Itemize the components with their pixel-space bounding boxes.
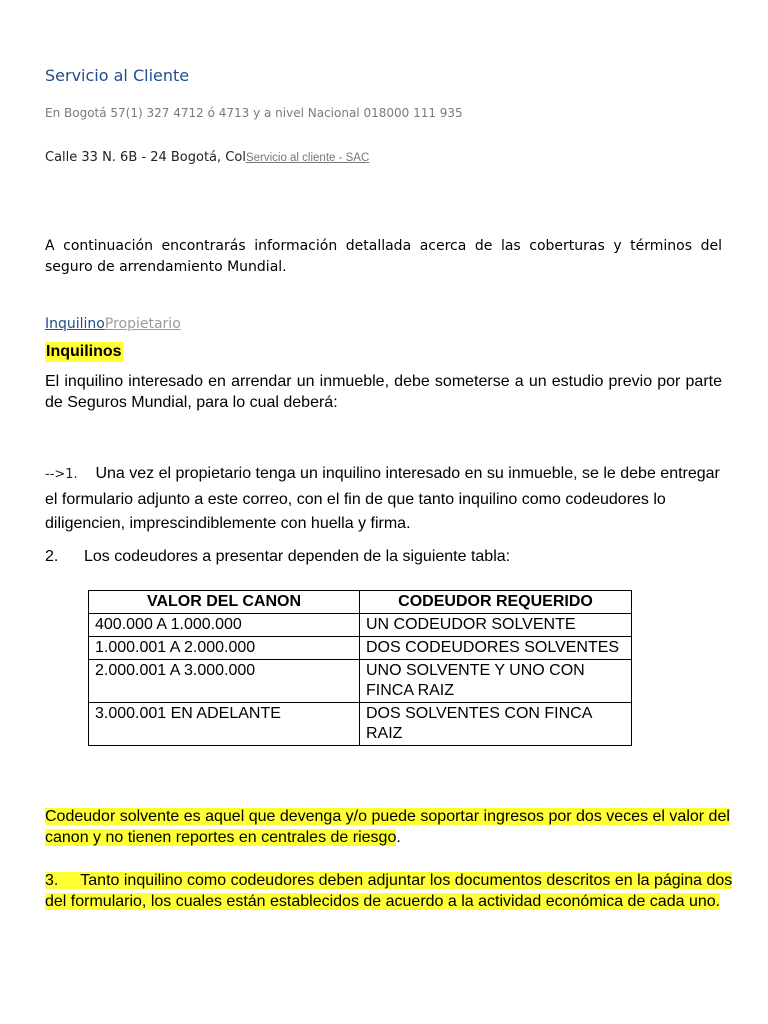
table-header-cell: VALOR DEL CANON <box>89 591 360 614</box>
solvente-note-suffix: . <box>396 829 401 846</box>
step-1-prefix: -->1. <box>45 467 78 482</box>
intro-paragraph: A continuación encontrarás información detallada acerca de las coberturas y términos del seguro de arrendamiento Mundial. <box>45 238 722 275</box>
table-cell: 1.000.001 A 2.000.000 <box>89 637 360 660</box>
table-cell: 2.000.001 A 3.000.000 <box>89 660 360 703</box>
step-3-text: Tanto inquilino como codeudores deben adjuntar los documentos descritos en la página dos del formulario, los cuales están establecidos de acuerdo a la actividad económica de cada uno. <box>45 872 733 910</box>
table-row <box>89 637 632 660</box>
tab-bar <box>45 316 181 332</box>
table-row <box>89 660 632 703</box>
step-3-highlight <box>45 872 732 910</box>
step-1 <box>45 462 725 537</box>
step-2 <box>45 548 510 566</box>
table-cell: DOS SOLVENTES CON FINCA RAIZ <box>360 703 632 746</box>
table-cell: UN CODEUDOR SOLVENTE <box>360 614 632 637</box>
tab-inquilino[interactable]: Inquilino <box>45 316 105 332</box>
table-header-row <box>89 591 632 614</box>
table-cell: DOS CODEUDORES SOLVENTES <box>360 637 632 660</box>
table-row <box>89 614 632 637</box>
step-2-number: 2. <box>45 548 59 565</box>
table-cell: 3.000.001 EN ADELANTE <box>89 703 360 746</box>
solvente-note <box>45 806 735 848</box>
step-3 <box>45 870 735 912</box>
phone-numbers: En Bogotá 57(1) 327 4712 ó 4713 y a nivel Nacional 018000 111 935 <box>45 106 463 120</box>
table-row <box>89 703 632 746</box>
service-title: Servicio al Cliente <box>45 66 190 85</box>
table-cell: UNO SOLVENTE Y UNO CON FINCA RAIZ <box>360 660 632 703</box>
section-paragraph: El inquilino interesado en arrendar un inmueble, debe someterse a un estudio previo por parte de Seguros Mundial, para lo cual deberá: <box>45 373 722 411</box>
section-heading: Inquilinos <box>46 343 122 360</box>
address-text: Calle 33 N. 6B - 24 Bogotá, Col <box>45 150 246 165</box>
sac-link[interactable]: Servicio al cliente - SAC <box>245 152 370 164</box>
table-cell: 400.000 A 1.000.000 <box>89 614 360 637</box>
step-3-number: 3. <box>45 872 59 889</box>
step-1-text: Una vez el propietario tenga un inquilino interesado en su inmueble, se le debe entregar el formulario adjunto a este correo, con el fin de que tanto inquilino como codeudores lo diligencien, imprescindiblemente con huella y firma. <box>45 465 720 532</box>
address-line <box>45 150 369 165</box>
tab-propietario[interactable]: Propietario <box>104 316 181 332</box>
table-header-cell: CODEUDOR REQUERIDO <box>360 591 632 614</box>
solvente-note-text: Codeudor solvente es aquel que devenga y/o puede soportar ingresos por dos veces el valor del canon y no tienen reportes en centrales de riesgo <box>45 808 730 846</box>
step-2-text: Los codeudores a presentar dependen de la siguiente tabla: <box>84 548 511 565</box>
codeudores-table <box>88 590 632 746</box>
